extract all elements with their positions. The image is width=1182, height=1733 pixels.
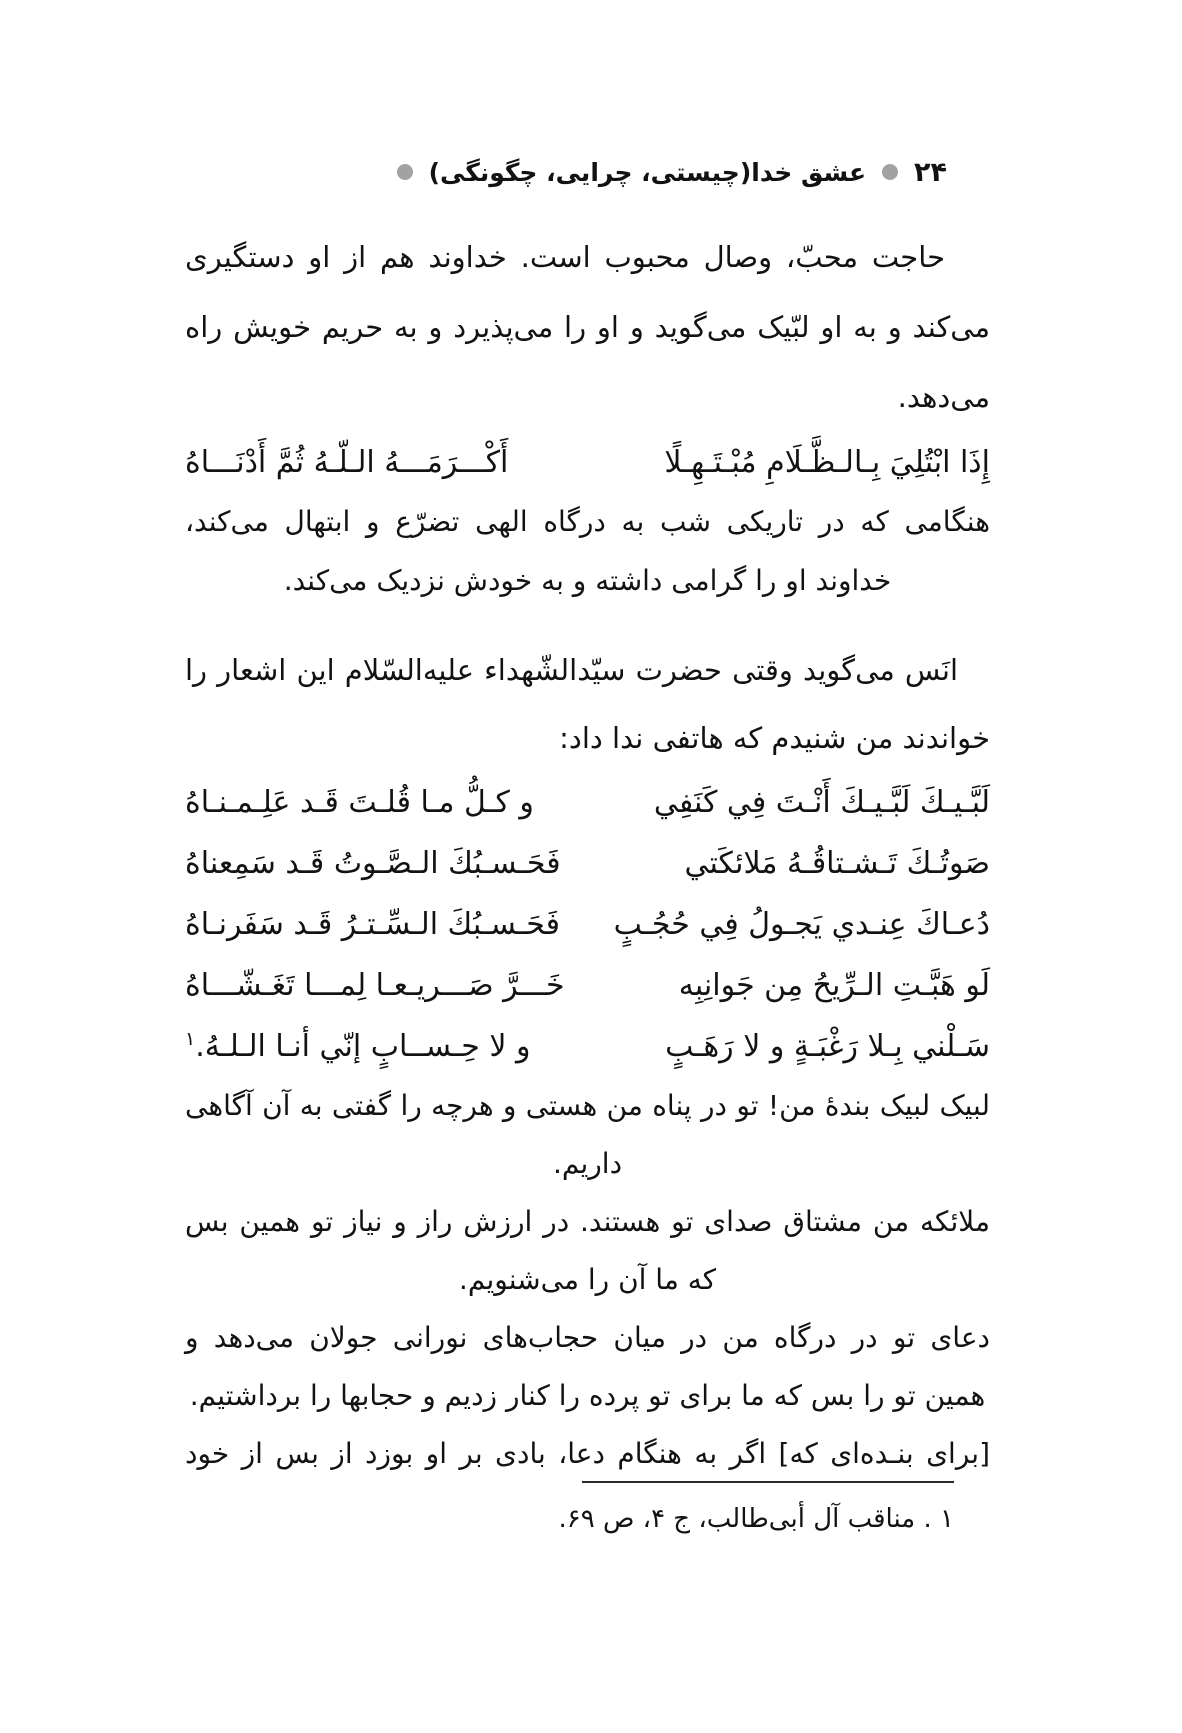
running-header — [185, 150, 947, 194]
footnote-text: ۱ . مناقب آل أبی‌طالب، ج ۴، ص ۶۹. — [558, 1504, 954, 1534]
arabic-poem — [185, 772, 990, 1077]
hemistich-left: و كـلُّ مـا قُلـتَ قَـد عَلِـمـنـاهُ — [185, 785, 534, 820]
verse-translation: دعای تو در درگاه من در میان حجاب‌های نورانی جولان می‌دهد و همین تو را بس که ما برای تو پرده را کنار زدیم و حجابها را برداشتیم. — [185, 1321, 990, 1412]
hemistich-right: لَو هَبَّـتِ الـرِّيحُ مِن جَوانِبِه — [678, 968, 990, 1003]
verse-translation: هنگامی که در تاریکی شب به درگاه الهی تضرّع و ابتهال می‌کند، خداوند او را گرامی داشته و به خودش نزدیک می‌کند. — [185, 505, 990, 597]
hemistich-right: إِذَا ابْتُلِيَ بِـالـظَّـلَامِ مُبْـتَـهِـلًا — [664, 445, 990, 480]
poem-couplet — [185, 772, 990, 833]
hemistich-right: لَبَّـيـكَ لَبَّـيـكَ أَنْـتَ فِي كَنَفِي — [653, 785, 990, 820]
paragraph-intro: حاجت محبّ، وصال محبوب است. خداوند هم از او دستگیری می‌کند و به او لبّیک می‌گوید و او را می‌پذیرد و به حریم خویش راه می‌دهد. — [185, 240, 990, 414]
verse-translation: [برای بنـده‌ای که] اگر به هنگام دعا، بادی بر او بوزد از بس از خود — [185, 1437, 990, 1470]
paragraph-narration: انَس می‌گوید وقتی حضرت سیّدالشّهداء علیه‌السّلام این اشعار را خواندند من شنیدم که هاتفی ندا داد: — [185, 653, 990, 755]
poem-couplet — [185, 1016, 990, 1077]
hemistich-left-text: و لا حِـســابٍ إنّي أنـا الـلـهُ. — [195, 1029, 531, 1064]
page-number: ۲۴ — [914, 156, 947, 188]
poem-couplet — [185, 955, 990, 1016]
hemistich-left: خَـــرَّ صَـــريـعـا لِمـــا تَغَـشّـــاهُ — [185, 968, 565, 1003]
hemistich-right: صَوتُـكَ تَـشـتاقُـهُ مَلائكَتي — [684, 846, 990, 881]
hemistich-right: دُعـاكَ عِنـدي يَجـولُ فِي حُجُـبٍ — [613, 907, 990, 942]
footnote-block — [558, 1481, 954, 1539]
poem-couplet — [185, 894, 990, 955]
text-column — [185, 0, 990, 1483]
hemistich-left: أَكْـــرَمَـــهُ الـلّـهُ ثُمَّ أَدْنَـــاهُ — [185, 445, 509, 480]
hemistich-left: فَحَـسـبُكَ الـسِّـتـرُ قَـد سَفَرنـاهُ — [185, 907, 560, 942]
verse-translation: ملائکه من مشتاق صدای تو هستند. در ارزش راز و نیاز تو همین بس که ما آن را می‌شنویم. — [185, 1205, 990, 1296]
footnote-divider — [582, 1481, 954, 1483]
poem-couplet — [185, 833, 990, 894]
hemistich-left: فَحَـسـبُكَ الـصَّـوتُ قَـد سَمِعناهُ — [185, 846, 561, 881]
circle-bullet-icon — [882, 164, 898, 180]
hemistich-right: سَـلْني بِـلا رَغْبَـةٍ و لا رَهَـبٍ — [665, 1029, 990, 1064]
chapter-title: عشق خدا(چیستی، چرایی، چگونگی) — [428, 157, 867, 187]
verse-translation: لبیک لبیک بندهٔ من! تو در پناه من هستی و هرچه را گفتی به آن آگاهی داریم. — [185, 1089, 990, 1180]
footnote-marker: ۱ — [185, 1028, 196, 1050]
circle-bullet-icon — [397, 164, 413, 180]
hemistich-left — [185, 1016, 530, 1077]
arabic-verse — [185, 434, 990, 492]
